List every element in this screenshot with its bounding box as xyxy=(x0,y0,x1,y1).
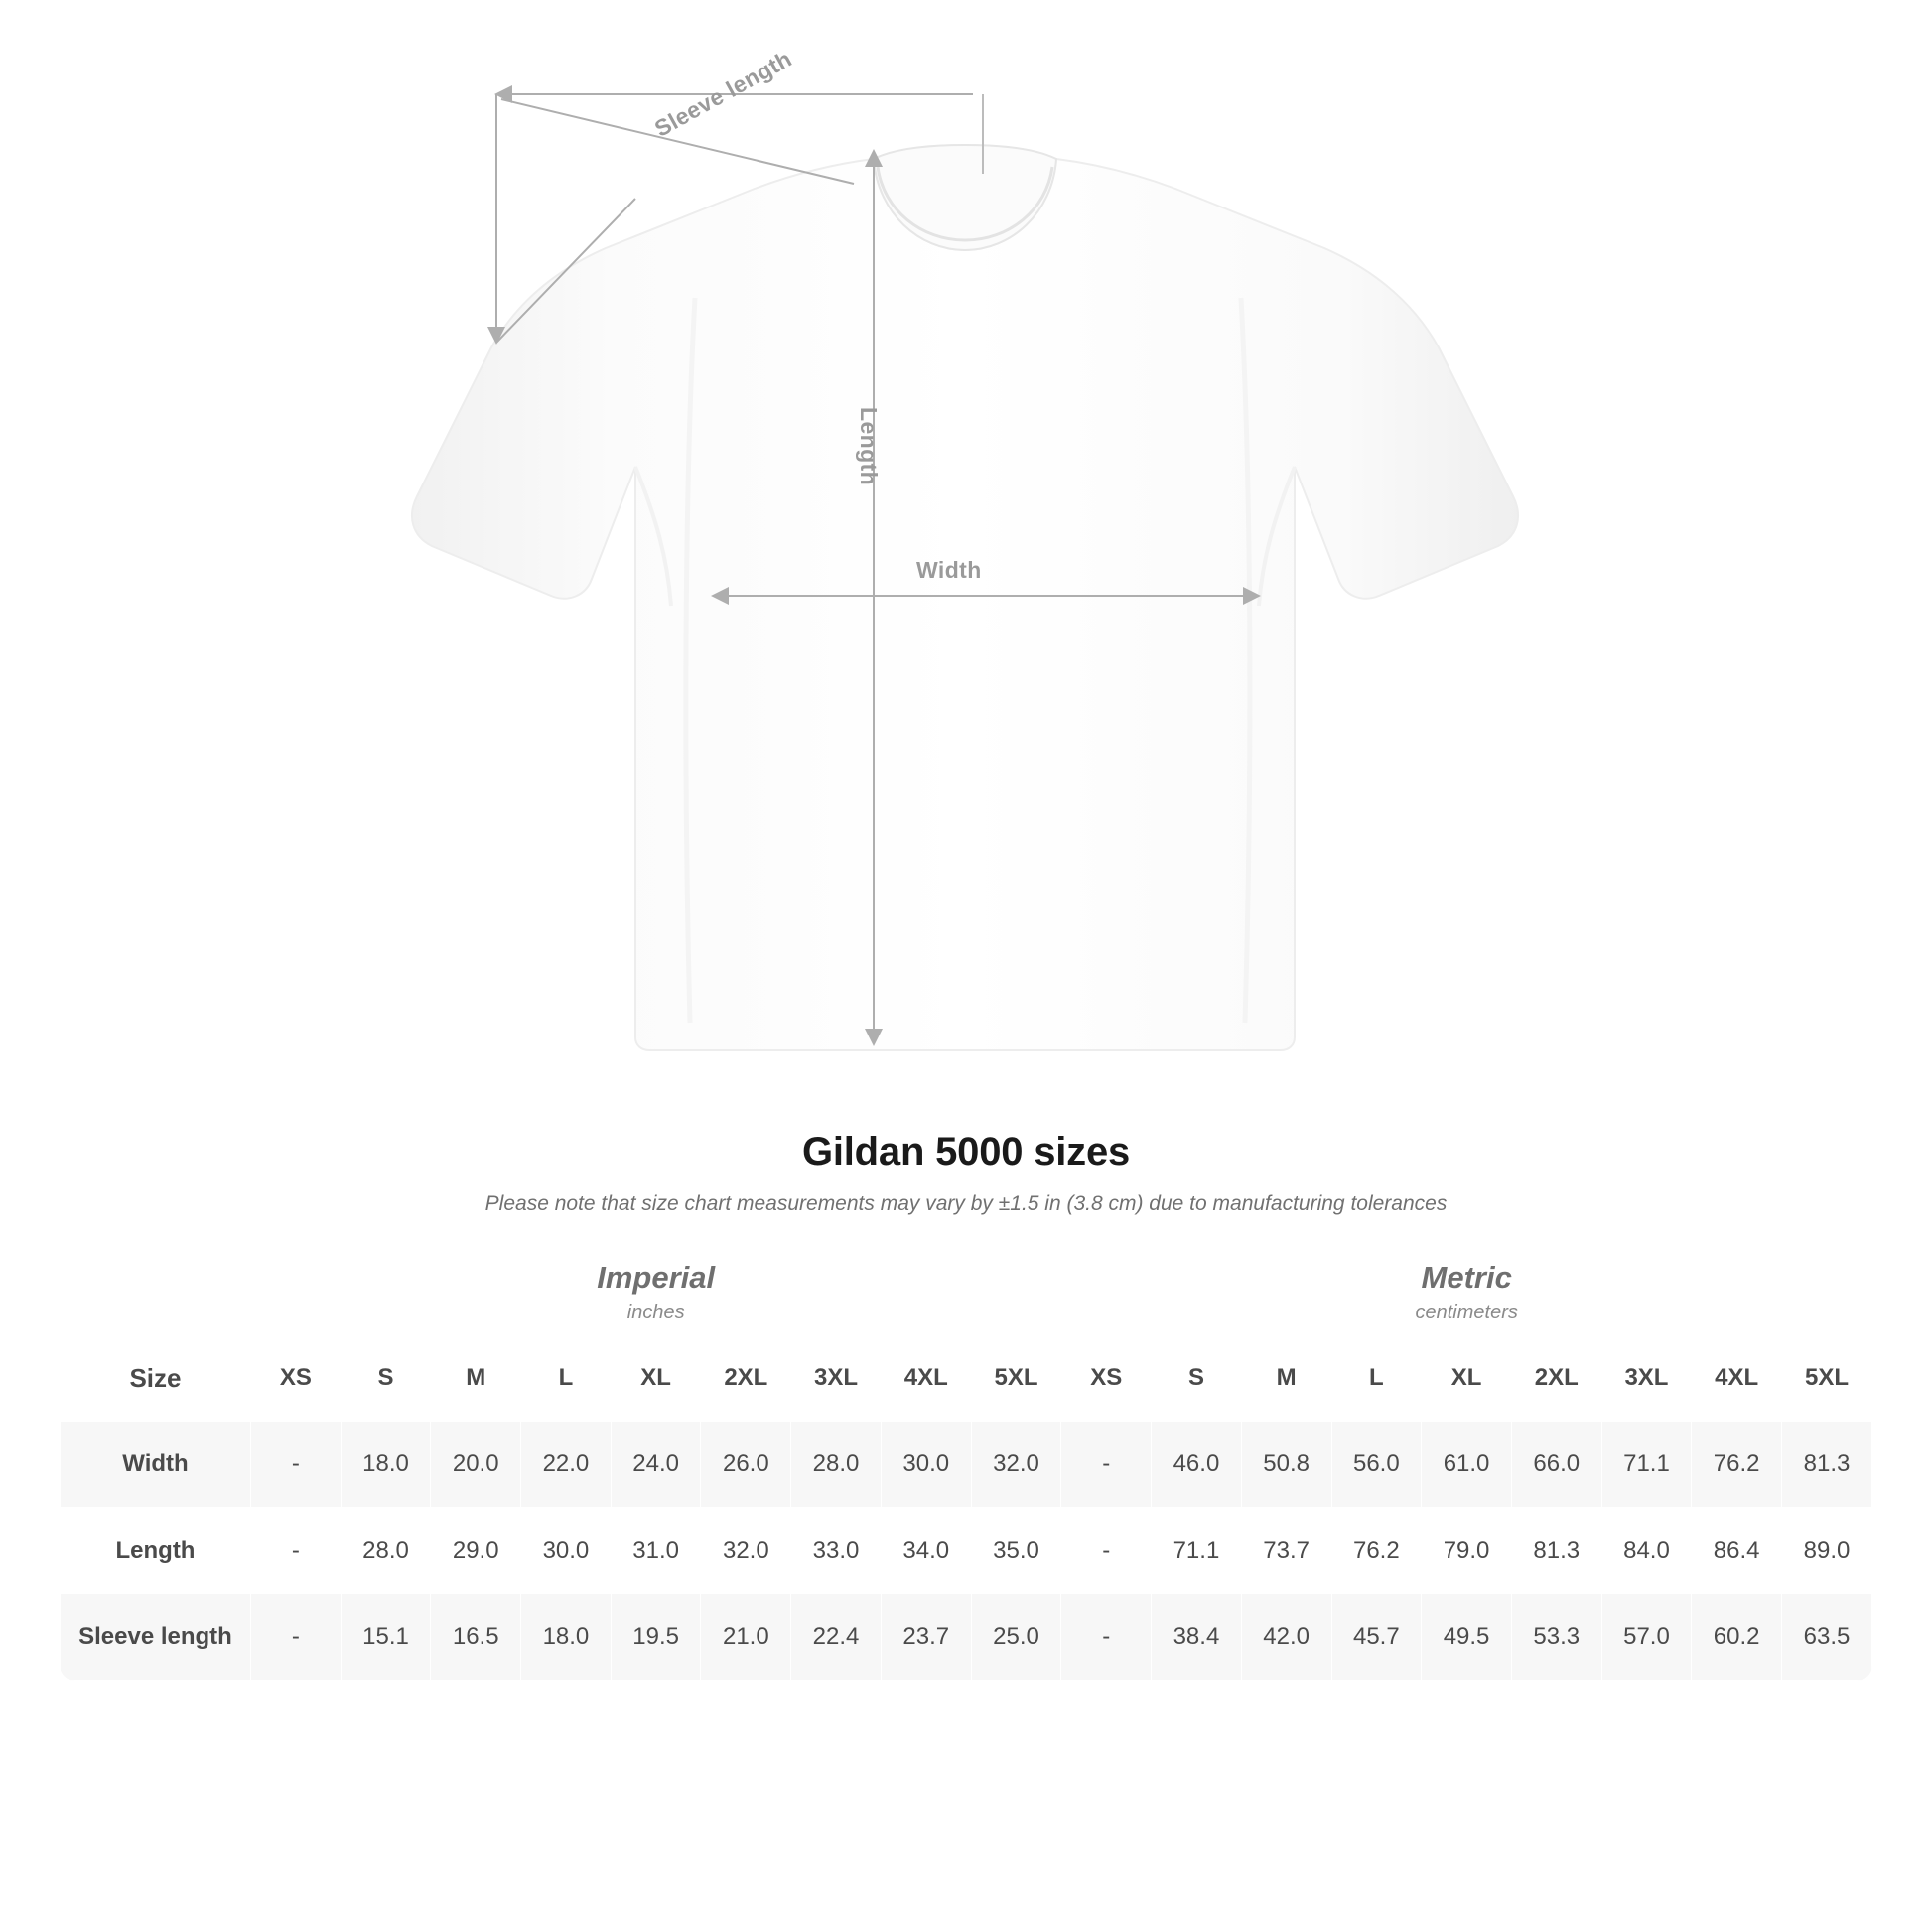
cell-sleeve-imperial-l: 18.0 xyxy=(521,1594,612,1681)
chart-heading xyxy=(0,1130,1932,1216)
cell-length-metric-m: 73.7 xyxy=(1241,1508,1331,1594)
system-metric-name: Metric xyxy=(1421,1260,1512,1296)
cell-length-imperial-4xl: 34.0 xyxy=(881,1508,971,1594)
cell-width-metric-xs: - xyxy=(1061,1422,1152,1508)
cell-sleeve-metric-xl: 49.5 xyxy=(1422,1594,1512,1681)
size-header-metric-4xl: 4XL xyxy=(1692,1335,1782,1422)
cell-sleeve-metric-s: 38.4 xyxy=(1152,1594,1242,1681)
unit-system-row xyxy=(61,1249,1872,1335)
cell-width-imperial-l: 22.0 xyxy=(521,1422,612,1508)
cell-sleeve-imperial-s: 15.1 xyxy=(341,1594,431,1681)
size-header-imperial-5xl: 5XL xyxy=(971,1335,1061,1422)
cell-width-metric-s: 46.0 xyxy=(1152,1422,1242,1508)
system-spacer xyxy=(61,1249,251,1335)
cell-length-metric-4xl: 86.4 xyxy=(1692,1508,1782,1594)
size-header-metric-s: S xyxy=(1152,1335,1242,1422)
cell-width-imperial-xs: - xyxy=(250,1422,341,1508)
cell-length-metric-2xl: 81.3 xyxy=(1511,1508,1601,1594)
cell-sleeve-metric-4xl: 60.2 xyxy=(1692,1594,1782,1681)
size-header-imperial-m: M xyxy=(431,1335,521,1422)
cell-sleeve-imperial-4xl: 23.7 xyxy=(881,1594,971,1681)
size-header-imperial-4xl: 4XL xyxy=(881,1335,971,1422)
cell-width-metric-5xl: 81.3 xyxy=(1782,1422,1872,1508)
cell-sleeve-metric-3xl: 57.0 xyxy=(1601,1594,1692,1681)
size-header-imperial-xs: XS xyxy=(250,1335,341,1422)
cell-width-imperial-m: 20.0 xyxy=(431,1422,521,1508)
cell-width-imperial-xl: 24.0 xyxy=(611,1422,701,1508)
table-row xyxy=(61,1594,1872,1681)
size-header-metric-5xl: 5XL xyxy=(1782,1335,1872,1422)
cell-width-metric-l: 56.0 xyxy=(1331,1422,1422,1508)
cell-length-metric-3xl: 84.0 xyxy=(1601,1508,1692,1594)
cell-length-imperial-2xl: 32.0 xyxy=(701,1508,791,1594)
cell-width-metric-xl: 61.0 xyxy=(1422,1422,1512,1508)
cell-sleeve-metric-m: 42.0 xyxy=(1241,1594,1331,1681)
length-label: Length xyxy=(856,407,882,486)
tolerance-note: Please note that size chart measurements may vary by ±1.5 in (3.8 cm) due to manufacturing tolerances xyxy=(484,1192,1448,1215)
system-imperial-name: Imperial xyxy=(597,1260,716,1296)
size-header-imperial-2xl: 2XL xyxy=(701,1335,791,1422)
shirt-shape xyxy=(412,145,1518,1050)
size-header-metric-2xl: 2XL xyxy=(1511,1335,1601,1422)
cell-sleeve-imperial-m: 16.5 xyxy=(431,1594,521,1681)
size-header-metric-xl: XL xyxy=(1422,1335,1512,1422)
cell-sleeve-metric-xs: - xyxy=(1061,1594,1152,1681)
cell-width-imperial-5xl: 32.0 xyxy=(971,1422,1061,1508)
cell-width-metric-2xl: 66.0 xyxy=(1511,1422,1601,1508)
cell-length-metric-xs: - xyxy=(1061,1508,1152,1594)
row-label-length: Length xyxy=(61,1508,251,1594)
cell-length-metric-l: 76.2 xyxy=(1331,1508,1422,1594)
cell-sleeve-imperial-3xl: 22.4 xyxy=(791,1594,882,1681)
cell-length-imperial-5xl: 35.0 xyxy=(971,1508,1061,1594)
cell-width-imperial-2xl: 26.0 xyxy=(701,1422,791,1508)
sleeve-length-label: Sleeve length xyxy=(650,45,796,142)
row-label-sleeve-length: Sleeve length xyxy=(61,1594,251,1681)
cell-length-metric-5xl: 89.0 xyxy=(1782,1508,1872,1594)
cell-length-metric-s: 71.1 xyxy=(1152,1508,1242,1594)
cell-length-imperial-xs: - xyxy=(250,1508,341,1594)
cell-length-imperial-xl: 31.0 xyxy=(611,1508,701,1594)
cell-width-metric-4xl: 76.2 xyxy=(1692,1422,1782,1508)
cell-sleeve-imperial-xs: - xyxy=(250,1594,341,1681)
size-header-imperial-l: L xyxy=(521,1335,612,1422)
cell-sleeve-metric-5xl: 63.5 xyxy=(1782,1594,1872,1681)
cell-sleeve-metric-l: 45.7 xyxy=(1331,1594,1422,1681)
cell-length-imperial-m: 29.0 xyxy=(431,1508,521,1594)
table-row xyxy=(61,1422,1872,1508)
system-imperial xyxy=(250,1249,1060,1335)
size-table xyxy=(60,1248,1872,1681)
size-header-label: Size xyxy=(61,1335,251,1422)
cell-width-metric-m: 50.8 xyxy=(1241,1422,1331,1508)
cell-length-imperial-3xl: 33.0 xyxy=(791,1508,882,1594)
size-header-metric-m: M xyxy=(1241,1335,1331,1422)
size-table-wrapper xyxy=(60,1248,1872,1681)
size-header-imperial-xl: XL xyxy=(611,1335,701,1422)
size-header-imperial-s: S xyxy=(341,1335,431,1422)
size-header-metric-l: L xyxy=(1331,1335,1422,1422)
cell-length-metric-xl: 79.0 xyxy=(1422,1508,1512,1594)
system-imperial-unit: inches xyxy=(626,1301,685,1323)
cell-length-imperial-s: 28.0 xyxy=(341,1508,431,1594)
cell-length-imperial-l: 30.0 xyxy=(521,1508,612,1594)
size-header-imperial-3xl: 3XL xyxy=(791,1335,882,1422)
page-title: Gildan 5000 sizes xyxy=(801,1130,1131,1173)
size-header-metric-3xl: 3XL xyxy=(1601,1335,1692,1422)
cell-sleeve-metric-2xl: 53.3 xyxy=(1511,1594,1601,1681)
cell-width-metric-3xl: 71.1 xyxy=(1601,1422,1692,1508)
system-metric xyxy=(1061,1249,1872,1335)
size-header-metric-xs: XS xyxy=(1061,1335,1152,1422)
system-metric-unit: centimeters xyxy=(1415,1301,1518,1323)
table-row xyxy=(61,1508,1872,1594)
cell-width-imperial-4xl: 30.0 xyxy=(881,1422,971,1508)
cell-width-imperial-s: 18.0 xyxy=(341,1422,431,1508)
cell-width-imperial-3xl: 28.0 xyxy=(791,1422,882,1508)
row-label-width: Width xyxy=(61,1422,251,1508)
cell-sleeve-imperial-5xl: 25.0 xyxy=(971,1594,1061,1681)
cell-sleeve-imperial-xl: 19.5 xyxy=(611,1594,701,1681)
width-label: Width xyxy=(916,557,982,583)
size-header-row xyxy=(61,1335,1872,1422)
cell-sleeve-imperial-2xl: 21.0 xyxy=(701,1594,791,1681)
